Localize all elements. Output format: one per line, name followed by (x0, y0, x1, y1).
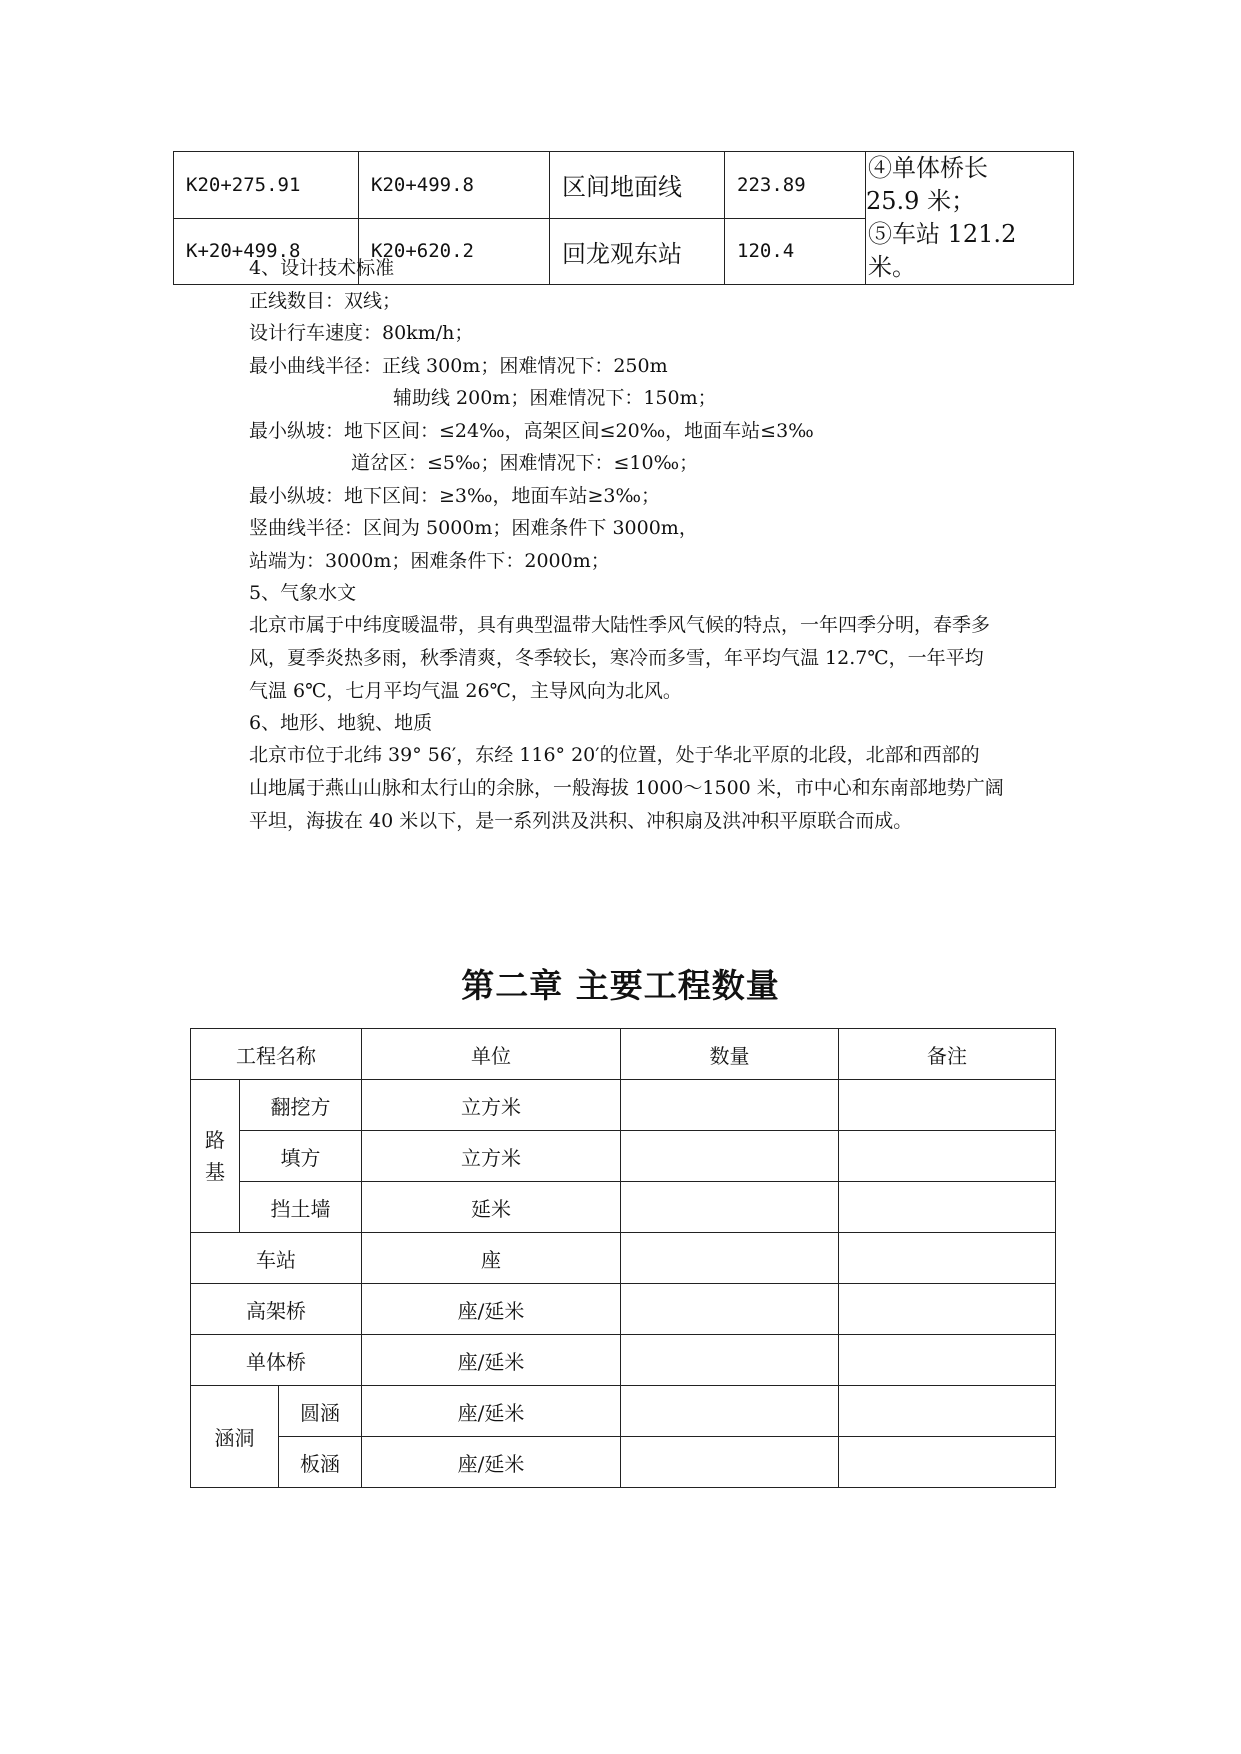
table-row (191, 1080, 1056, 1131)
start-mileage-cell: K+20+499.8 (174, 218, 359, 285)
section-heading: 4、设计技术标准 (249, 257, 395, 279)
quantity-cell (621, 1080, 839, 1131)
paragraph (249, 739, 1059, 838)
paragraph-line: 北京市位于北纬 39° 56′，东经 116° 20′的位置，处于华北平原的北段，北部和西部的 (249, 744, 980, 766)
unit-cell: 座 (362, 1233, 621, 1284)
item-name-cell: 翻挖方 (240, 1080, 362, 1131)
item-name-cell: 挡土墙 (240, 1182, 362, 1233)
section-heading: 6、地形、地貌、地质 (249, 712, 433, 734)
table-row (191, 1335, 1056, 1386)
column-header: 工程名称 (191, 1029, 362, 1080)
column-header: 单位 (362, 1029, 621, 1080)
column-header: 数量 (621, 1029, 839, 1080)
column-header: 备注 (839, 1029, 1056, 1080)
chapter-title: 第二章 主要工程数量 (461, 966, 780, 1005)
table-row (191, 1182, 1056, 1233)
group-label-char: 路 (205, 1128, 225, 1152)
item-name-cell: 填方 (240, 1131, 362, 1182)
end-mileage-cell: K20+620.2 (359, 218, 550, 285)
unit-cell: 座/延米 (362, 1335, 621, 1386)
note-line: ⑤车站 121.2 米。 (868, 220, 1017, 281)
quantity-cell (621, 1233, 839, 1284)
text-line: 站端为：3000m；困难条件下：2000m； (249, 550, 610, 572)
table-row (191, 1131, 1056, 1182)
remark-cell (839, 1386, 1056, 1437)
paragraph-line: 气温 6℃，七月平均气温 26℃，主导风向为北风。 (249, 680, 682, 702)
quantity-cell (621, 1386, 839, 1437)
remark-cell (839, 1335, 1056, 1386)
note-cell (866, 152, 1074, 285)
group-label-char: 基 (205, 1160, 225, 1184)
quantity-cell (621, 1335, 839, 1386)
text-line: 道岔区：≤5‰；困难情况下：≤10‰； (351, 452, 699, 474)
remark-cell (839, 1233, 1056, 1284)
text-line: 最小曲线半径：正线 300m；困难情况下：250m (249, 355, 668, 377)
unit-cell: 座/延米 (362, 1386, 621, 1437)
quantity-table (190, 1028, 1056, 1488)
text-line: 最小纵坡：地下区间：≥3‰，地面车站≥3‰； (249, 485, 661, 507)
paragraph-line: 平坦，海拔在 40 米以下，是一系列洪及洪积、冲积扇及洪冲积平原联合而成。 (249, 810, 913, 832)
note-line: ④单体桥长 (868, 154, 988, 182)
note-line: 25.9 米； (866, 187, 976, 215)
remark-cell (839, 1080, 1056, 1131)
table-row (191, 1233, 1056, 1284)
quantity-cell (621, 1182, 839, 1233)
table-row (174, 152, 1074, 219)
segment-type-cell: 回龙观东站 (550, 218, 725, 285)
text-line: 正线数目：双线； (249, 290, 402, 312)
text-line: 竖曲线半径：区间为 5000m；困难条件下 3000m， (249, 517, 698, 539)
table-row (191, 1437, 1056, 1488)
start-mileage-cell: K20+275.91 (174, 152, 359, 219)
paragraph-line: 风，夏季炎热多雨，秋季清爽，冬季较长，寒冷而多雪，年平均气温 12.7℃，一年平均 (249, 647, 984, 669)
unit-cell: 座/延米 (362, 1437, 621, 1488)
quantity-cell (621, 1437, 839, 1488)
end-mileage-cell: K20+499.8 (359, 152, 550, 219)
group-label-subgrade (191, 1080, 240, 1233)
remark-cell (839, 1284, 1056, 1335)
remark-cell (839, 1131, 1056, 1182)
quantity-cell (621, 1131, 839, 1182)
unit-cell: 延米 (362, 1182, 621, 1233)
quantity-cell (621, 1284, 839, 1335)
unit-cell: 立方米 (362, 1131, 621, 1182)
item-name-cell: 圆涵 (279, 1386, 362, 1437)
remark-cell (839, 1182, 1056, 1233)
group-label-culvert: 涵洞 (191, 1386, 279, 1488)
paragraph (249, 609, 1059, 708)
remark-cell (839, 1437, 1056, 1488)
item-name-cell: 板涵 (279, 1437, 362, 1488)
paragraph-line: 山地属于燕山山脉和太行山的余脉，一般海拔 1000～1500 米，市中心和东南部地势广阔 (249, 777, 1004, 799)
text-line: 设计行车速度：80km/h； (249, 322, 474, 344)
segment-type-cell: 区间地面线 (550, 152, 725, 219)
paragraph-line: 北京市属于中纬度暖温带，具有典型温带大陆性季风气候的特点，一年四季分明，春季多 (249, 614, 991, 636)
item-name-cell: 车站 (191, 1233, 362, 1284)
item-name-cell: 单体桥 (191, 1335, 362, 1386)
unit-cell: 立方米 (362, 1080, 621, 1131)
unit-cell: 座/延米 (362, 1284, 621, 1335)
text-line: 最小纵坡：地下区间：≤24‰，高架区间≤20‰，地面车站≤3‰ (249, 420, 814, 442)
table-header-row (191, 1029, 1056, 1080)
table-row (191, 1386, 1056, 1437)
item-name-cell: 高架桥 (191, 1284, 362, 1335)
section-heading: 5、气象水文 (249, 582, 357, 604)
table-row (191, 1284, 1056, 1335)
length-cell: 120.4 (725, 218, 866, 285)
length-cell: 223.89 (725, 152, 866, 219)
text-line: 辅助线 200m；困难情况下：150m； (393, 387, 717, 409)
